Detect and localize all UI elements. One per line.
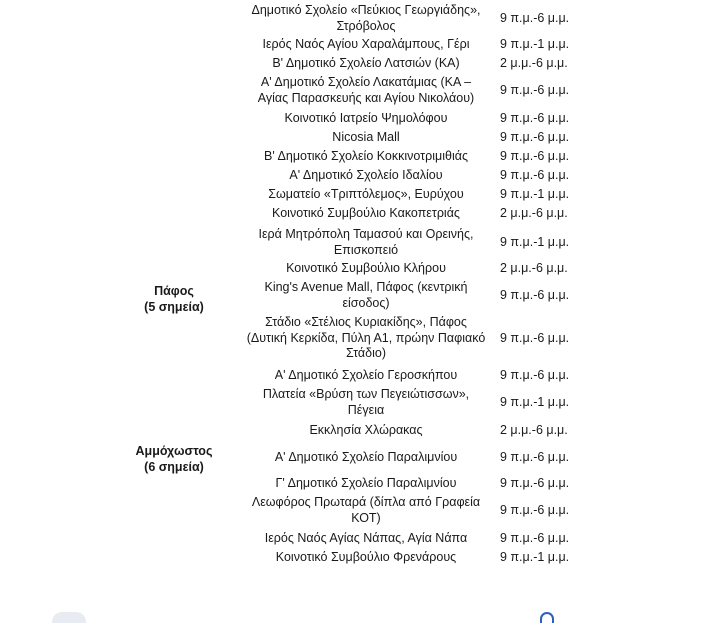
opening-hours: 9 π.μ.-6 μ.μ. xyxy=(500,130,570,144)
location-name xyxy=(238,75,494,106)
district-famagusta xyxy=(104,443,244,475)
location-line: Κοινοτικό Συμβούλιο Κακοπετριάς xyxy=(272,206,460,220)
opening-hours: 9 π.μ.-6 μ.μ. xyxy=(500,531,570,545)
location-name xyxy=(238,227,494,258)
location-line: Α' Δημοτικό Σχολείο Παραλιμνίου xyxy=(274,450,458,464)
location-name xyxy=(238,531,494,547)
opening-hours: 2 μ.μ.-6 μ.μ. xyxy=(500,261,568,275)
district-count: (6 σημεία) xyxy=(144,460,204,474)
location-line: Αγίας Παρασκευής και Αγίου Νικολάου) xyxy=(257,90,475,105)
location-name xyxy=(238,387,494,418)
opening-hours: 9 π.μ.-6 μ.μ. xyxy=(500,111,570,125)
district-name: Αμμόχωστος xyxy=(135,444,213,458)
location-line: Κοινοτικό Ιατρείο Ψημολόφου xyxy=(284,111,448,125)
opening-hours: 9 π.μ.-6 μ.μ. xyxy=(500,368,570,382)
district-name: Πάφος xyxy=(154,284,194,298)
location-line: Σωματείο «Τριπτόλεμος», Ευρύχου xyxy=(268,187,464,201)
location-name xyxy=(238,280,494,311)
location-line: Κοινοτικό Συμβούλιο Κλήρου xyxy=(286,261,446,275)
opening-hours: 9 π.μ.-6 μ.μ. xyxy=(500,287,570,302)
location-line: Στάδιο) xyxy=(346,346,386,360)
location-name xyxy=(238,550,494,566)
location-line: Α' Δημοτικό Σχολείο Γεροσκήπου xyxy=(274,368,458,382)
location-line: Β' Δημοτικό Σχολείο Λατσιών (ΚΑ) xyxy=(272,56,460,70)
location-line: Ιερός Ναός Αγίας Νάπας, Αγία Νάπα xyxy=(264,531,468,545)
opening-hours: 9 π.μ.-1 μ.μ. xyxy=(500,187,570,201)
opening-hours: 9 π.μ.-6 μ.μ. xyxy=(500,450,570,464)
location-name xyxy=(238,261,494,277)
opening-hours: 9 π.μ.-6 μ.μ. xyxy=(500,10,570,25)
opening-hours: 9 π.μ.-1 μ.μ. xyxy=(500,37,570,51)
opening-hours: 2 μ.μ.-6 μ.μ. xyxy=(500,206,568,220)
opening-hours: 9 π.μ.-6 μ.μ. xyxy=(500,82,570,97)
location-name xyxy=(238,56,494,72)
location-line: Στρόβολος xyxy=(336,18,396,33)
opening-hours: 9 π.μ.-6 μ.μ. xyxy=(500,476,570,490)
location-line: Nicosia Mall xyxy=(332,130,400,144)
location-name xyxy=(238,315,494,362)
location-name xyxy=(238,130,494,146)
opening-hours: 9 π.μ.-6 μ.μ. xyxy=(500,502,570,517)
location-line: Πλατεία «Βρύση των Πεγειώτισσων», xyxy=(262,387,470,401)
opening-hours: 2 μ.μ.-6 μ.μ. xyxy=(500,423,568,437)
opening-hours: 2 μ.μ.-6 μ.μ. xyxy=(500,56,568,70)
location-line: Κοινοτικό Συμβούλιο Φρενάρους xyxy=(275,550,457,564)
opening-hours: 9 π.μ.-6 μ.μ. xyxy=(500,168,570,182)
location-line: Επισκοπειό xyxy=(333,242,399,257)
location-name xyxy=(238,37,494,53)
location-line: Δημοτικό Σχολείο «Πεύκιος Γεωργιάδης», xyxy=(251,3,481,17)
location-name xyxy=(238,168,494,184)
location-name xyxy=(238,450,494,466)
location-name xyxy=(238,3,494,34)
district-paphos xyxy=(104,283,244,315)
opening-hours: 9 π.μ.-6 μ.μ. xyxy=(500,330,570,345)
location-line: Ιερός Ναός Αγίου Χαραλάμπους, Γέρι xyxy=(262,37,470,51)
partial-logo-right xyxy=(540,612,554,623)
location-line: Πέγεια xyxy=(347,402,385,417)
location-name xyxy=(238,111,494,127)
district-count: (5 σημεία) xyxy=(144,300,204,314)
opening-hours: 9 π.μ.-6 μ.μ. xyxy=(500,149,570,163)
location-line: (Δυτική Κερκίδα, Πύλη Α1, πρώην Παφιακό xyxy=(246,330,486,345)
location-name xyxy=(238,187,494,203)
location-line: Β' Δημοτικό Σχολείο Κοκκινοτριμιθιάς xyxy=(264,149,468,163)
opening-hours: 9 π.μ.-1 μ.μ. xyxy=(500,550,570,564)
location-line: Στάδιο «Στέλιος Κυριακίδης», Πάφος xyxy=(265,315,467,329)
partial-logo-left xyxy=(52,612,86,623)
opening-hours: 9 π.μ.-1 μ.μ. xyxy=(500,234,570,249)
location-name xyxy=(238,149,494,165)
location-line: Εκκλησία Χλώρακας xyxy=(309,423,423,437)
location-name xyxy=(238,476,494,492)
location-name xyxy=(238,495,494,526)
location-line: Λεωφόρος Πρωταρά (δίπλα από Γραφεία xyxy=(251,495,481,509)
location-name xyxy=(238,368,494,384)
location-line: είσοδος) xyxy=(342,295,390,310)
location-name xyxy=(238,423,494,439)
location-line: Ιερά Μητρόπολη Ταμασού και Ορεινής, xyxy=(258,227,474,241)
location-line: Γ' Δημοτικό Σχολείο Παραλιμνίου xyxy=(275,476,457,490)
location-name xyxy=(238,206,494,222)
opening-hours: 9 π.μ.-1 μ.μ. xyxy=(500,394,570,409)
location-line: ΚΟΤ) xyxy=(351,510,381,525)
location-line: King's Avenue Mall, Πάφος (κεντρική xyxy=(264,280,468,294)
location-line: Α' Δημοτικό Σχολείο Ιδαλίου xyxy=(289,168,443,182)
location-line: Α' Δημοτικό Σχολείο Λακατάμιας (ΚΑ – xyxy=(260,75,472,89)
